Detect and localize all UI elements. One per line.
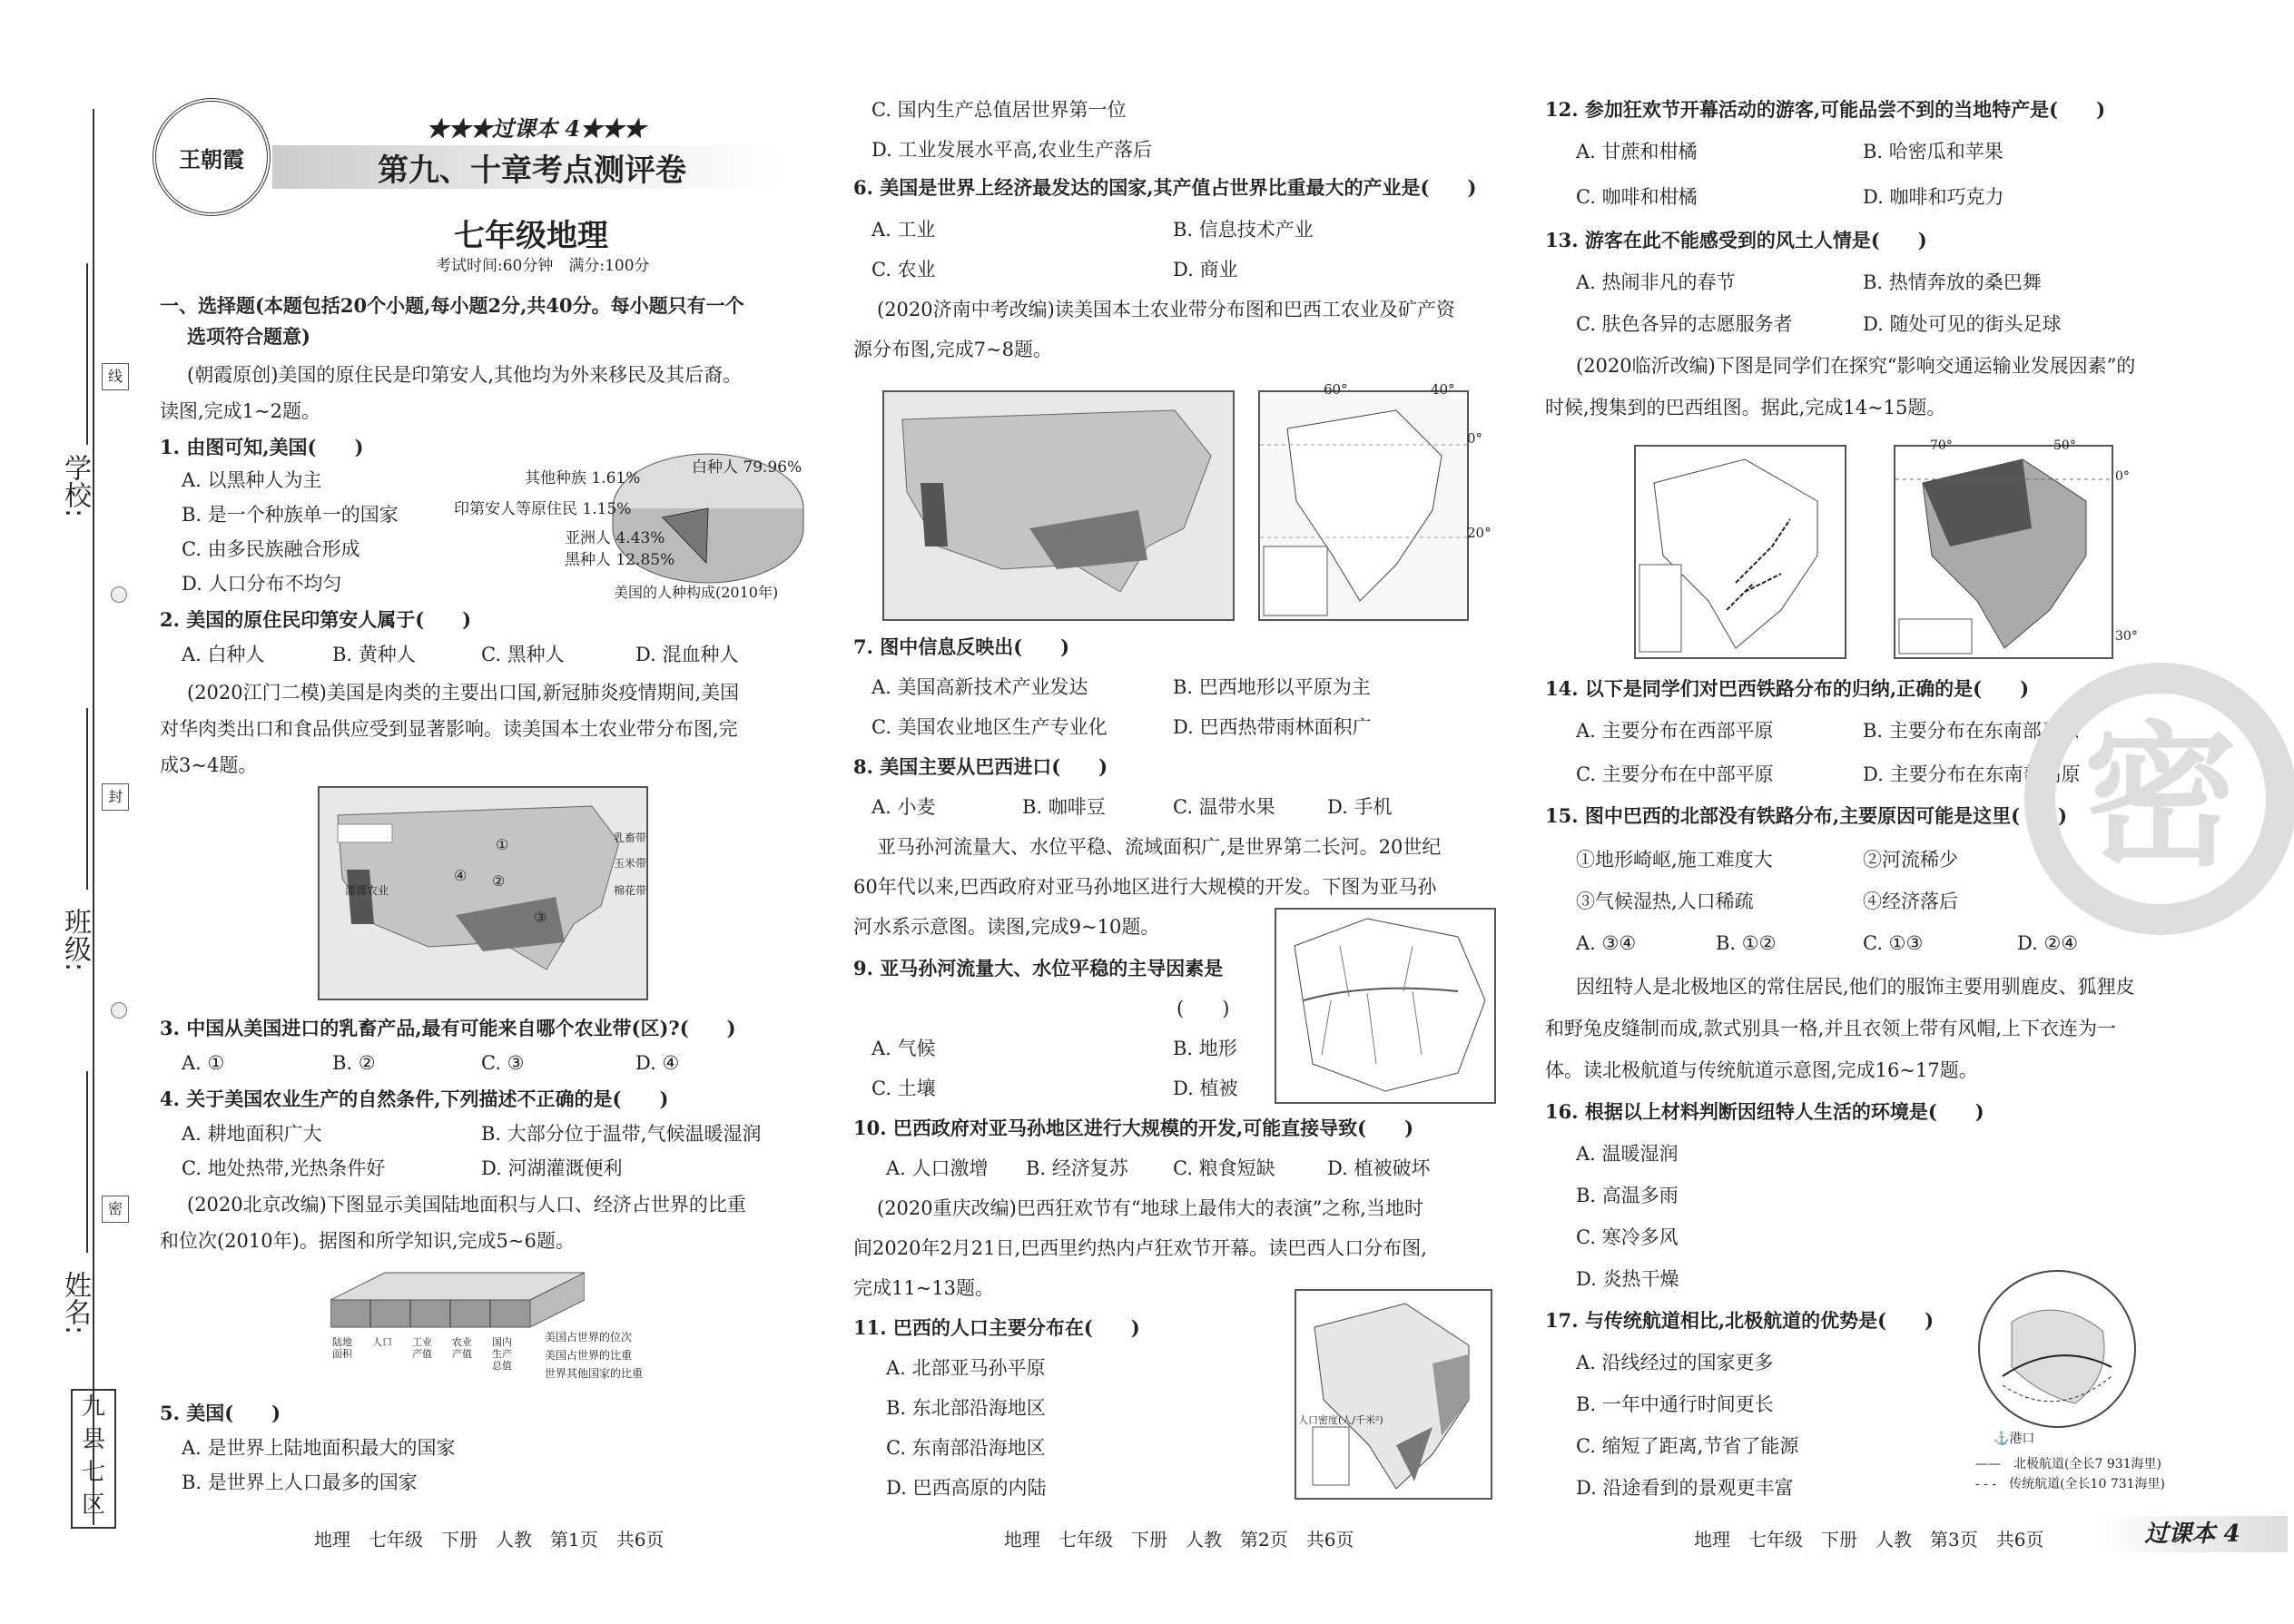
q2-option-b[interactable]: B. 黄种人 [332,644,416,665]
map-lat-70: 70° [1930,438,1953,453]
pie-label-asian: 亚洲人 4.43% [565,529,665,547]
brazil-lat-40: 40° [1431,381,1455,398]
arctic-legend-2: - - - 传统航道(全长10 731海里) [1975,1477,2166,1491]
q14-option-c[interactable]: C. 主要分布在中部平原 [1576,763,1774,785]
bar-legend-2: 美国占世界的比重 [545,1349,633,1362]
q2-option-a[interactable]: A. 白种人 [182,644,265,665]
bar-label-agriculture: 农业产值 [452,1336,472,1360]
q5-option-c[interactable]: C. 国内生产总值居世界第一位 [871,99,1127,121]
q8-option-c[interactable]: C. 温带水果 [1173,796,1275,818]
q17-option-d[interactable]: D. 沿途看到的景观更丰富 [1576,1477,1794,1499]
q4-option-b[interactable]: B. 大部分位于温带,气候温暖湿润 [481,1123,762,1145]
q16-option-b[interactable]: B. 高温多雨 [1576,1185,1679,1206]
q8-option-d[interactable]: D. 手机 [1327,796,1393,818]
q12-option-d[interactable]: D. 咖啡和巧克力 [1863,186,2004,208]
question-4: 4. 关于美国农业生产的自然条件,下列描述不正确的是( ) [160,1088,669,1110]
pie-label-white: 白种人 79.96% [692,458,802,477]
question-1: 1. 由图可知,美国( ) [160,436,364,458]
secret-watermark: 密 [2024,663,2294,935]
question-5: 5. 美国( ) [160,1402,281,1424]
intro-16b: 和野兔皮缝制而成,款式别具一格,并且衣领上带有风帽,上下衣连为一 [1545,1018,2117,1039]
intro-3b: 对华肉类出口和食品供应受到显著影响。读美国本土农业带分布图,完 [160,718,738,740]
intro-11c: 完成11~13题。 [853,1277,995,1299]
bar-label-gdp: 国内生产总值 [492,1336,512,1372]
q3-option-a[interactable]: A. ① [182,1052,225,1074]
q6-option-c[interactable]: C. 农业 [871,259,936,281]
q9-option-c[interactable]: C. 土壤 [871,1078,936,1099]
map1-label-irrigation: 灌溉农业 [345,884,389,897]
bar-label-industry: 工业产值 [412,1336,432,1360]
question-10: 10. 巴西政府对亚马孙地区进行大规模的开发,可能直接导致( ) [853,1117,1414,1139]
intro-16c: 体。读北极航道与传统航道示意图,完成16~17题。 [1545,1059,1978,1081]
q14-option-a[interactable]: A. 主要分布在西部平原 [1576,720,1774,742]
q6-option-a[interactable]: A. 工业 [871,219,936,241]
usa-agriculture-map-2 [882,390,1235,621]
bar-legend-3: 世界其他国家的比重 [545,1367,644,1380]
section-heading-2: 选项符合题意) [187,325,310,348]
intro-5b: 和位次(2010年)。据图和所学知识,完成5~6题。 [160,1230,575,1252]
q13-option-d[interactable]: D. 随处可见的街头足球 [1863,313,2062,335]
intro-1: (朝霞原创)美国的原住民是印第安人,其他均为外来移民及其后裔。 [187,364,743,386]
class-label: 班级: [59,908,91,972]
q11-option-b[interactable]: B. 东北部沿海地区 [886,1397,1046,1419]
brand-logo: 王朝霞 [153,98,271,216]
q12-option-a[interactable]: A. 甘蔗和柑橘 [1576,141,1698,162]
bar-label-population: 人口 [372,1336,392,1348]
brazil-lat-20: 20° [1467,525,1492,541]
q6-option-d[interactable]: D. 商业 [1173,259,1238,281]
footer-brand: 过课本 4 [2097,1516,2288,1552]
question-13: 13. 游客在此不能感受到的风土人情是( ) [1545,229,1927,251]
q15-option-d[interactable]: D. ②④ [2017,932,2079,954]
q15-statement-4: ④经济落后 [1863,891,1958,912]
section-heading: 一、选择题(本题包括20个小题,每小题2分,共40分。每小题只有一个 [160,294,744,317]
q14-option-d[interactable]: D. 主要分布在东南部高原 [1863,763,2081,785]
q6-option-b[interactable]: B. 信息技术产业 [1173,219,1314,241]
q10-option-b[interactable]: B. 经济复苏 [1026,1157,1128,1179]
q4-option-c[interactable]: C. 地处热带,光热条件好 [182,1157,386,1179]
q11-option-a[interactable]: A. 北部亚马孙平原 [886,1357,1046,1379]
map1-label-1: ① [496,836,509,853]
intro-7b: 源分布图,完成7~8题。 [853,339,1052,360]
question-2: 2. 美国的原住民印第安人属于( ) [160,608,472,631]
intro-14b: 时候,搜集到的巴西组图。据此,完成14~15题。 [1545,397,1946,418]
map1-label-cotton: 棉花带 [614,884,647,897]
pie-label-other: 其他种族 1.61% [525,469,641,487]
map-lat-0: 0° [2115,469,2130,484]
brazil-population-map [1295,1289,1492,1500]
q14-option-b[interactable]: B. 主要分布在东南部平原 [1863,720,2080,742]
q12-option-c[interactable]: C. 咖啡和柑橘 [1576,186,1698,208]
amazon-river-map [1275,908,1496,1104]
arctic-port-label: ⚓港口 [1994,1432,2035,1446]
q15-option-c[interactable]: C. ①③ [1863,932,1924,954]
school-label: 学校: [59,454,91,518]
intro-16: 因纽特人是北极地区的常住居民,他们的服饰主要用驯鹿皮、狐狸皮 [1576,976,2135,998]
q1-option-d[interactable]: D. 人口分布不均匀 [182,573,342,595]
intro-11: (2020重庆改编)巴西狂欢节有“地球上最伟大的表演”之称,当地时 [877,1197,1423,1219]
q9-option-d[interactable]: D. 植被 [1173,1078,1238,1099]
q10-option-d[interactable]: D. 植被破坏 [1327,1157,1431,1179]
q7-option-a[interactable]: A. 美国高新技术产业发达 [871,676,1088,698]
q9-option-b[interactable]: B. 地形 [1173,1038,1237,1059]
subject-title: 七年级地理 [454,218,608,254]
q16-option-d[interactable]: D. 炎热干燥 [1576,1268,1679,1290]
region-box: 九 县 七 区 [71,1389,116,1529]
q13-option-a[interactable]: A. 热闹非凡的春节 [1576,271,1736,293]
q7-option-d[interactable]: D. 巴西热带雨林面积广 [1173,716,1372,738]
intro-9b: 60年代以来,巴西政府对亚马孙地区进行大规模的开发。下图为亚马孙 [853,876,1437,898]
q3-option-c[interactable]: C. ③ [481,1052,525,1074]
q17-option-b[interactable]: B. 一年中通行时间更长 [1576,1393,1774,1415]
q17-option-c[interactable]: C. 缩短了距离,节省了能源 [1576,1435,1799,1457]
q10-option-a[interactable]: A. 人口激增 [886,1157,989,1179]
exam-info: 考试时间:60分钟 满分:100分 [436,257,650,275]
q16-option-c[interactable]: C. 寒冷多风 [1576,1226,1679,1248]
question-3: 3. 中国从美国进口的乳畜产品,最有可能来自哪个农业带(区)?( ) [160,1017,736,1039]
arctic-route-map [1975,1267,2139,1431]
q7-option-c[interactable]: C. 美国农业地区生产专业化 [871,716,1108,738]
question-9-paren: ( ) [1177,998,1230,1019]
brazil-terrain-map [1894,445,2113,659]
q13-option-c[interactable]: C. 肤色各异的志愿服务者 [1576,313,1793,335]
map1-label-4: ④ [454,867,468,884]
question-9: 9. 亚马孙河流量大、水位平稳的主导因素是 [853,957,1224,979]
q15-statement-3: ③气候湿热,人口稀疏 [1576,891,1754,912]
q9-option-a[interactable]: A. 气候 [871,1038,936,1059]
q17-option-a[interactable]: A. 沿线经过的国家更多 [1576,1352,1774,1373]
question-11: 11. 巴西的人口主要分布在( ) [853,1316,1140,1339]
footer-page-2: 地理 七年级 下册 人教 第2页 共6页 [1004,1529,1354,1550]
q1-option-b[interactable]: B. 是一个种族单一的国家 [182,504,399,526]
brazil-railway-map [1634,445,1846,659]
q12-option-b[interactable]: B. 哈密瓜和苹果 [1863,141,2004,162]
q3-option-b[interactable]: B. ② [332,1052,376,1074]
q15-statement-2: ②河流稀少 [1863,849,1958,871]
q2-option-d[interactable]: D. 混血种人 [635,644,739,665]
intro-7: (2020济南中考改编)读美国本土农业带分布图和巴西工农业及矿产资 [877,299,1455,320]
brazil-lat-60: 60° [1324,381,1348,398]
pie-label-black: 黑种人 12.85% [565,551,675,569]
pie-label-indian: 印第安人等原住民 1.15% [454,500,632,518]
q3-option-d[interactable]: D. ④ [635,1052,680,1074]
q11-option-d[interactable]: D. 巴西高原的内陆 [886,1477,1047,1499]
q2-option-c[interactable]: C. 黑种人 [481,644,565,665]
question-17: 17. 与传统航道相比,北极航道的优势是( ) [1545,1309,1935,1332]
map1-label-2: ② [492,872,506,890]
q16-option-a[interactable]: A. 温暖湿润 [1576,1143,1679,1165]
arctic-legend-1: —— 北极航道(全长7 931海里) [1975,1457,2162,1471]
q5-option-b[interactable]: B. 是世界上人口最多的国家 [182,1471,418,1493]
seal-mark: 封 [102,783,129,811]
line-mark: 线 [102,363,129,390]
question-16: 16. 根据以上材料判断因纽特人生活的环境是( ) [1545,1100,1984,1123]
map1-label-3: ③ [534,909,547,926]
map-lat-30: 30° [2115,629,2138,644]
question-14: 14. 以下是同学们对巴西铁路分布的归纳,正确的是( ) [1545,677,2030,700]
intro-1b: 读图,完成1~2题。 [160,400,320,422]
intro-3: (2020江门二模)美国是肉类的主要出口国,新冠肺炎疫情期间,美国 [187,682,740,704]
secret-mark: 密 [102,1196,129,1223]
map-lat-50: 50° [2053,438,2076,453]
brazil-industry-map [1258,390,1469,621]
brazil-lat-0: 0° [1467,430,1483,447]
q4-option-a[interactable]: A. 耕地面积广大 [182,1123,322,1145]
page-title: 第九、十章考点测评卷 [378,153,686,189]
footer-page-3: 地理 七年级 下册 人教 第3页 共6页 [1694,1529,2044,1550]
bar-label-area: 陆地面积 [332,1336,352,1360]
intro-5: (2020北京改编)下图显示美国陆地面积与人口、经济占世界的比重 [187,1194,746,1216]
name-label: 姓名: [59,1271,91,1335]
pop-legend-title: 人口密度(人/千米²) [1298,1414,1383,1426]
intro-9: 亚马孙河流量大、水位平稳、流域面积广,是世界第二长河。20世纪 [877,836,1442,858]
q8-option-b[interactable]: B. 咖啡豆 [1022,796,1106,818]
question-8: 8. 美国主要从巴西进口( ) [853,755,1108,778]
question-12: 12. 参加狂欢节开幕活动的游客,可能品尝不到的当地特产是( ) [1545,98,2106,121]
pie-caption: 美国的人种构成(2010年) [614,584,779,601]
q13-option-b[interactable]: B. 热情奔放的桑巴舞 [1863,271,2042,293]
series-label: ★★★过课本 4★★★ [427,115,646,142]
q8-option-a[interactable]: A. 小麦 [871,796,936,818]
question-7: 7. 图中信息反映出( ) [853,635,1070,658]
q5-option-a[interactable]: A. 是世界上陆地面积最大的国家 [182,1437,456,1459]
q1-option-c[interactable]: C. 由多民族融合形成 [182,538,360,560]
q7-option-b[interactable]: B. 巴西地形以平原为主 [1173,676,1371,698]
intro-14: (2020临沂改编)下图是同学们在探究“影响交通运输业发展因素”的 [1576,355,2136,377]
question-6: 6. 美国是世界上经济最发达的国家,其产值占世界比重最大的产业是( ) [853,176,1477,199]
q15-statement-1: ①地形崎岖,施工难度大 [1576,849,1773,871]
question-15: 15. 图中巴西的北部没有铁路分布,主要原因可能是这里( ) [1545,804,2068,827]
intro-3c: 成3~4题。 [160,754,258,776]
map1-label-corn: 玉米带 [614,857,647,870]
bar-legend-1: 美国占世界的位次 [545,1331,633,1343]
q15-option-b[interactable]: B. ①② [1716,932,1777,954]
q10-option-c[interactable]: C. 粮食短缺 [1173,1157,1275,1179]
q1-option-a[interactable]: A. 以黑种人为主 [182,469,322,491]
q5-option-d[interactable]: D. 工业发展水平高,农业生产落后 [871,139,1153,161]
intro-9c: 河水系示意图。读图,完成9~10题。 [853,916,1160,938]
footer-page-1: 地理 七年级 下册 人教 第1页 共6页 [314,1529,665,1550]
map1-label-dairy: 乳畜带 [614,832,647,844]
q4-option-d[interactable]: D. 河湖灌溉便利 [481,1157,623,1179]
q15-option-a[interactable]: A. ③④ [1576,932,1637,954]
q11-option-c[interactable]: C. 东南部沿海地区 [886,1437,1046,1459]
intro-11b: 间2020年2月21日,巴西里约热内卢狂欢节开幕。读巴西人口分布图, [853,1237,1427,1259]
